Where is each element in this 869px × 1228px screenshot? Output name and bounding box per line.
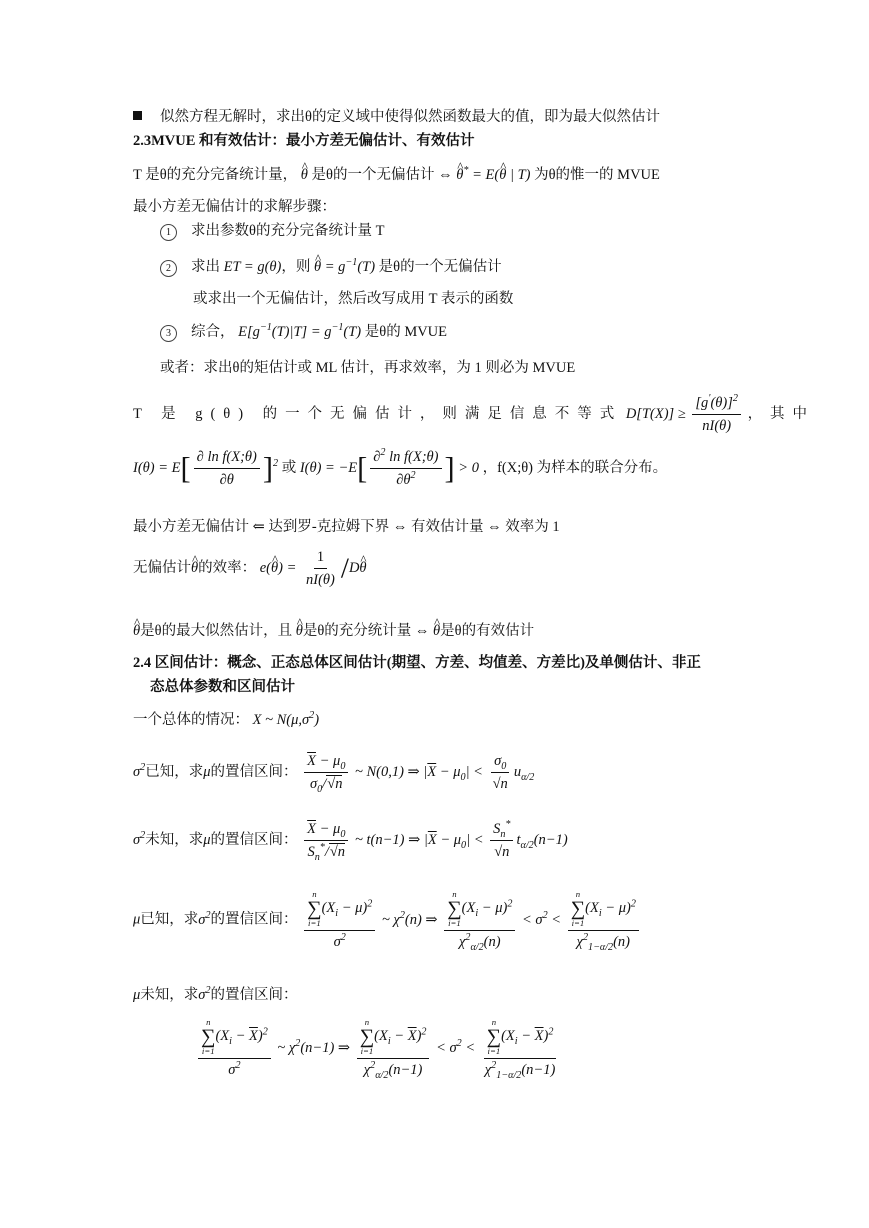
text: 求出 (191, 259, 220, 275)
text: 无偏估计 (133, 559, 191, 576)
alternative-note: 或者：求出θ的矩估计或 ML 估计，再求效率，为 1 则必为 MVUE (160, 360, 576, 376)
formula: ^ θ (296, 622, 303, 640)
text: 的置信区间： (210, 763, 298, 780)
formula: $\sigma^2$ (133, 830, 146, 848)
text: 为θ的惟一的 MVUE (534, 167, 660, 183)
text: 是θ的最大似然估计，且 (140, 623, 293, 639)
mvue-definition (133, 166, 660, 184)
formula: $E[g^{-1}(T)|T] = g^{-1}(T)$ (238, 322, 362, 340)
bullet-line (133, 108, 660, 126)
formula: ^ θ (133, 622, 140, 640)
square-bullet-icon (133, 111, 142, 120)
section-heading-2-4-cont: 态总体参数和区间估计 (150, 679, 295, 695)
step-2-alt: 或求出一个无偏估计，然后改写成用 T 表示的函数 (193, 291, 514, 307)
formula: μ (133, 911, 141, 928)
equivalence-chain: 最小方差无偏估计 ⇐ 达到罗-克拉姆下界 ⇔ 有效估计量 ⇔ 效率为 1 (133, 519, 560, 535)
steps-title: 最小方差无偏估计的求解步骤： (133, 199, 336, 215)
formula: μ (203, 763, 211, 780)
formula: $\sigma^2$ (198, 985, 211, 1003)
formula: n ∑ i=1 $(X_i - \overline{X})^2$ $\sigma^2$ ~ $\chi^2(n-1)$ ⇒ n ∑ i=1 $(X_i - \overline{X})^2$ $\chi^2_{\alpha/2}(n-1)$ < $\sigma^2$ < n ∑ i=1 $(X_i - \overline{X})^2$ $\chi^2_{1-\alpha/2}(n-1)$ (195, 1040, 561, 1056)
formula: I(θ) = −E[ $\frac{\partial^2 \ln f(X;\theta)}{\partial\theta^2}$ ] > 0 (299, 447, 479, 489)
step-1 (160, 222, 384, 241)
formula: ^ $\theta = g^{-1}(T)$ (314, 259, 375, 275)
text: 未知，求 (140, 987, 199, 1003)
text: 是θ的 MVUE (364, 324, 448, 340)
text: 的置信区间： (210, 987, 298, 1003)
text: 一个总体的情况： (133, 712, 249, 728)
circled-one-icon: 1 (160, 224, 177, 241)
formula: $\sigma^2$ (133, 762, 146, 780)
text: ，f(X;θ) 为样本的联合分布。 (482, 459, 668, 476)
text: 或 (281, 459, 297, 476)
text: ，则 (281, 259, 311, 275)
circled-two-icon: 2 (160, 260, 177, 277)
ci-var-unknown-mean-formula (195, 1018, 561, 1079)
cramer-rao-line (133, 394, 815, 435)
text: 是θ的一个无偏估计 (378, 259, 502, 275)
ml-efficiency-line (133, 622, 534, 640)
formula: $\sigma^2$ (198, 909, 211, 928)
text: 似然方程无解时，求出θ的定义域中使得似然函数最大的值，即为最大似然估计 (160, 109, 660, 125)
formula: X ~ $N(\mu,\sigma^2)$ (252, 710, 320, 728)
text: T 是θ的充分完备统计量， (133, 167, 298, 183)
section-heading-2-4: 2.4 区间估计：概念、正态总体区间估计(期望、方差、均值差、方差比)及单侧估计、非正 (133, 655, 701, 671)
step-3 (160, 323, 447, 342)
ci-mean-known-var (133, 752, 535, 796)
formula: ET = g(θ) (223, 259, 282, 275)
formula: e(^ θ) = $\frac{1}{nI(\theta)}$ /D^ θ (260, 560, 367, 576)
formula: μ (203, 831, 211, 848)
fisher-information-line (133, 448, 667, 489)
text: T 是 g(θ) 的一个无偏估计，则满足信息不等式 (133, 405, 623, 422)
formula: μ (133, 987, 141, 1003)
text: 求出参数θ的充分完备统计量 T (191, 223, 385, 239)
text: 的置信区间： (210, 911, 298, 928)
text: ，其中 (747, 405, 816, 422)
efficiency-line (133, 548, 367, 589)
formula: $\frac{\overline{X} - \mu_0}{S_n^*/√n}$ ~ t(n−1) ⇒ $|\overline{X} - \mu_0|$ < $\frac{S_n^*}{√n}$ $t_{\alpha/2}(n-1)$ (301, 832, 568, 848)
text: 是θ的充分统计量 ⇔ (302, 623, 430, 639)
text: 是θ的一个无偏估计 ⇔ (311, 167, 453, 183)
formula: ^ θ (433, 622, 440, 640)
formula: I(θ) = E[ $\frac{\text{∂ ln f(X;θ)}}{\partial\theta}$ ]$^2$ (133, 449, 279, 489)
ci-mean-unknown-var (133, 819, 568, 864)
formula: ^ θ (191, 559, 198, 577)
step-2 (160, 258, 502, 277)
formula: n ∑ i=1 $(X_i - \mu)^2$ $\sigma^2$ ~ $\chi^2(n)$ ⇒ n ∑ i=1 $(X_i - \mu)^2$ $\chi^2_{\alpha/2}(n)$ < $\sigma^2$ < n ∑ i=1 $(X_i - \mu)^2$ $\chi^2_{1-\alpha/2}(n)$ (301, 912, 642, 928)
text: 综合， (191, 324, 235, 340)
ci-var-known-mean (133, 890, 642, 951)
formula: D[T(X)] ≥ $\frac{[g'(\theta)]^2}{nI(\theta)}$ (626, 406, 744, 422)
section-heading-2-3: 2.3MVUE 和有效估计：最小方差无偏估计、有效估计 (133, 133, 475, 149)
text: 的置信区间： (210, 831, 298, 848)
text: 已知，求 (140, 911, 199, 928)
population-case (133, 711, 319, 729)
ci-var-unknown-mean-label (133, 986, 298, 1004)
formula: ^ θ (301, 166, 308, 184)
text: 未知，求 (145, 831, 204, 848)
text: 是θ的有效估计 (440, 623, 535, 639)
text: 已知，求 (145, 763, 204, 780)
circled-three-icon: 3 (160, 325, 177, 342)
text: 的效率： (198, 559, 257, 576)
formula: $\frac{\overline{X} - \mu_0}{\sigma_0/√n}$ ~ N(0,1) ⇒ $|\overline{X} - \mu_0|$ < $\frac{\sigma_0}{√n}$ $u_{\alpha/2}$ (301, 764, 534, 780)
formula: ^ θ* = E(^ θ | T) (456, 167, 530, 183)
